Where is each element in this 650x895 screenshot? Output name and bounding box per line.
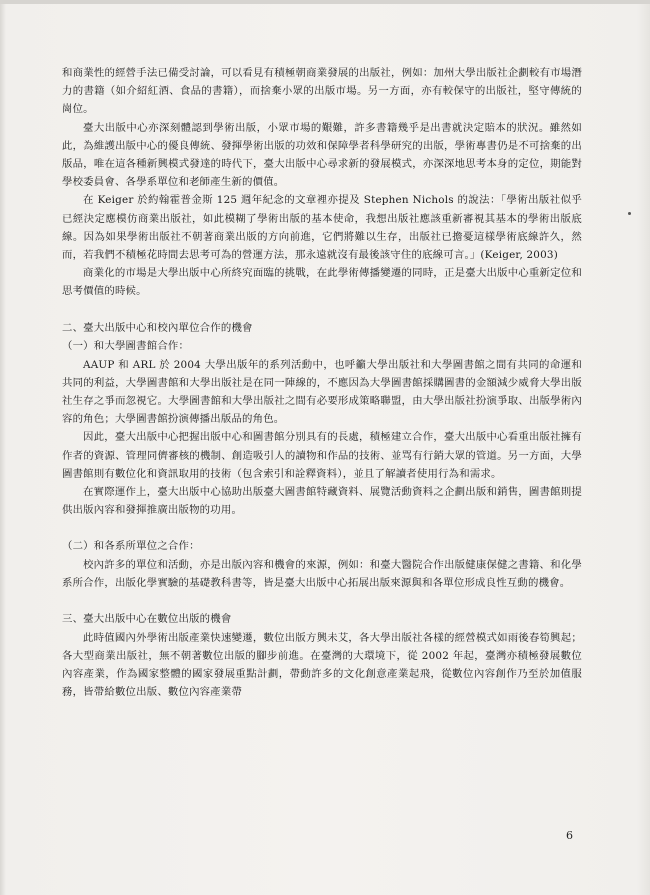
paragraph-commercial-challenge: 商業化的市場是大學出版中心所終究面臨的挑戰，在此學術傳播變遷的同時，正是臺大出版中心重新定位和思考價值的時候。 xyxy=(62,267,582,298)
subsection-heading-library: （一）和大學圖書館合作： xyxy=(62,340,190,353)
paragraph-keiger-quote: 在 Keiger 於約翰霍普金斯 125 週年紀念的文章裡亦提及 Stephen Nichols 的說法：「學術出版社似乎已經決定應模仿商業出版社，如此模糊了學術出版的基本使命，我想出版社應該重新審視其基本的學術出版底線。因為如果學術出版社不朝著商業出版的方向前進，它們將難以生存，出版社已擔憂這樣學術底線許久，然而，若我們不積極花時間去思考可為的營運方法，那永遠就沒有最後該守住的底線可言。」(Keiger, 2003) xyxy=(62,194,582,262)
page-number: 6 xyxy=(566,829,573,842)
scan-edge xyxy=(0,0,650,4)
paragraph-department-sources: 校內許多的單位和活動，亦是出版內容和機會的來源，例如：和臺大醫院合作出版健康保健之書籍、和化學系所合作，出版化學實驗的基礎教科書等，皆是臺大出版中心拓展出版來源與和各單位形成良性互動的機會。 xyxy=(62,558,582,589)
section-heading-2: 二、臺大出版中心和校內單位合作的機會 xyxy=(62,322,253,335)
paragraph-cooperation-strengths: 因此，臺大出版中心把握出版中心和圖書館分別具有的長處，積極建立合作，臺大出版中心看重出版社擁有作者的資源、管理同儕審核的機制、創造吸引人的讀物和作品的技術、並骂有行銷大眾的管道。另一方面，大學圖書館則有數位化和資訊取用的技術（包含索引和詮釋資料），並且了解讀者使用行為和需求。 xyxy=(62,431,582,480)
paragraph-aaup-arl: AAUP 和 ARL 於 2004 大學出版年的系列活動中，也呼籲大學出版社和大學圖書館之間有共同的命運和共同的利益，大學圖書館和大學出版社是在同一陣線的，不應因為大學圖書館採購圖書的金額減少威脅大學出版社生存之爭而忽視它。大學圖書館和大學出版社之間有必要形成策略聯盟，由大學出版社扮演爭取、出版學術內容的角色；大學圖書館扮演傳播出版品的角色。 xyxy=(62,358,582,426)
body-text xyxy=(62,64,582,702)
paragraph-continuation: 和商業性的經營手法已備受討論，可以看見有積極朝商業發展的出版社，例如：加州大學出版社企劃較有市場潛力的書籍（如介紹紅酒、食品的書籍），而捨棄小眾的出版市場。另一方面，亦有較保守的出版社，堅守傳統的崗位。 xyxy=(62,67,582,116)
paragraph-digital-publishing: 此時值國內外學術出版產業快速變遷，數位出版方興未艾，各大學出版社各樣的經營模式如雨後春筍興起；各大型商業出版社，無不朝著數位出版的腳步前進。在臺灣的大環境下，從 2002 年起，臺灣亦積極發展數位內容產業，作為國家整體的國家發展重點計劃，帶動許多的文化創意產業起飛，從數位內容創作乃至於加值服務，皆帶給數位出版、數位內容產業帶 xyxy=(62,631,582,699)
section-heading-3: 三、臺大出版中心在數位出版的機會 xyxy=(62,613,232,626)
scan-speck xyxy=(628,212,631,215)
paragraph-practical-operation: 在實際運作上，臺大出版中心協助出版臺大圖書館特藏資料、展覽活動資料之企劃出版和銷售，圖書館則提供出版內容和發揮推廣出版物的功用。 xyxy=(62,485,582,517)
subsection-heading-departments: （二）和各系所單位之合作： xyxy=(62,540,200,553)
paragraph-center-recognition: 臺大出版中心亦深刻體認到學術出版，小眾市場的艱難，許多書籍幾乎是出書就決定賠本的狀況。雖然如此，為維護出版中心的優良傳統、發揮學術出版的功效和保障學者科學研究的出版，學術專書仍是不可捨棄的出版品，唯在這各種新興模式發達的時代下，臺大出版中心尋求新的發展模式，亦深深地思考本身的定位，期能對學校委員會、各學系單位和老師產生新的價值。 xyxy=(62,121,582,189)
